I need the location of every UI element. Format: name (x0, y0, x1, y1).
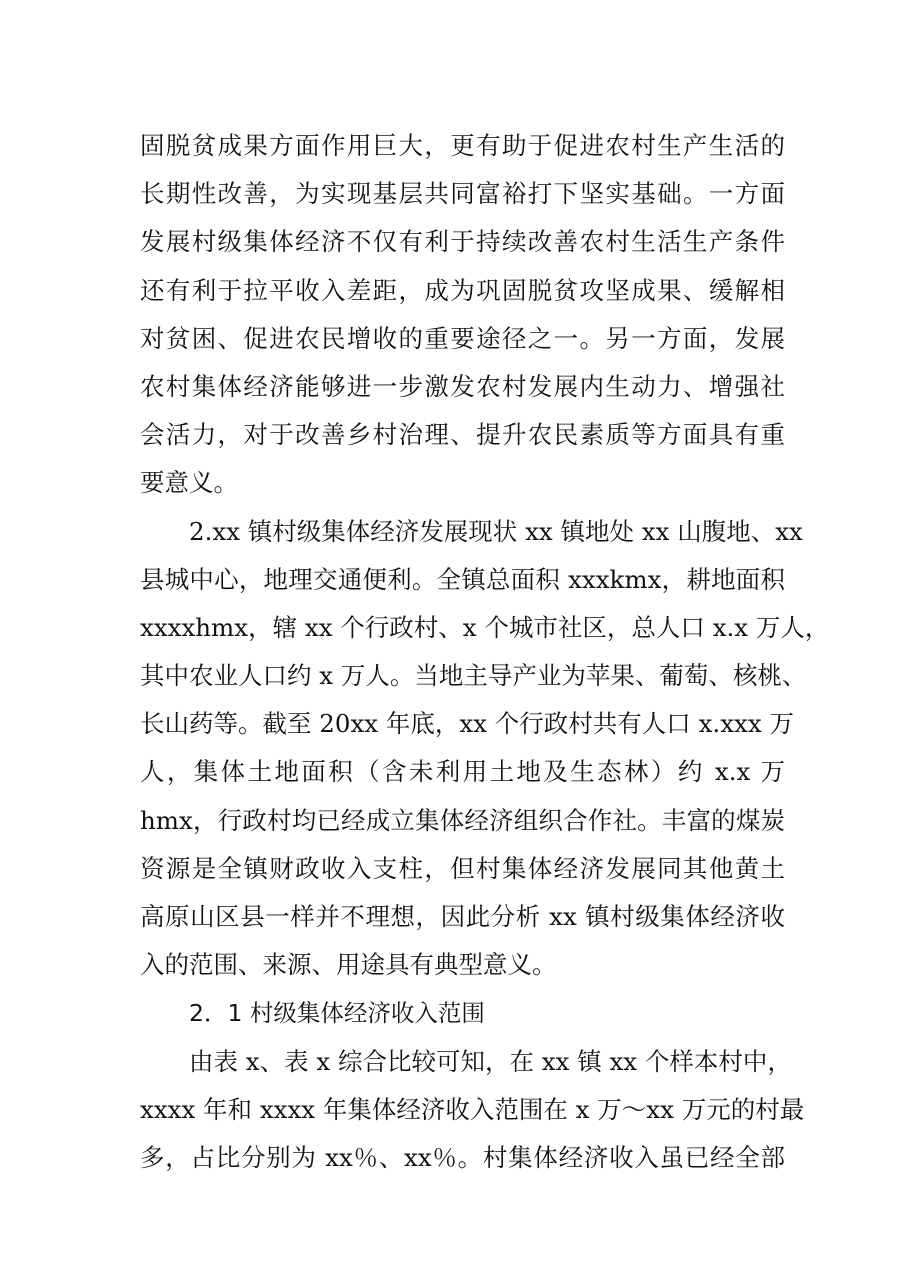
text-line: 入的范围、来源、用途具有典型意义。 (140, 950, 557, 980)
paragraph-1 (140, 122, 785, 508)
text-line: 人，集体土地面积（含未利用土地及生态林）约 x.x 万 (140, 757, 785, 787)
document-body (140, 122, 830, 1182)
text-line: 由表 x、表 x 综合比较可知，在 xx 镇 xx 个样本村中， (189, 1046, 792, 1076)
paragraph-3 (140, 1038, 805, 1183)
text-line: 2.xx 镇村级集体经济发展现状 xx 镇地处 xx 山腹地、xx (189, 516, 803, 546)
text-line: 农村集体经济能够进一步激发农村发展内生动力、增强社 (140, 371, 785, 401)
text-line: 对贫困、促进农民增收的重要途径之一。另一方面，发展 (140, 323, 785, 353)
text-line: 固脱贫成果方面作用巨大，更有助于促进农村生产生活的 (140, 131, 785, 160)
text-line: 高原山区县一样并不理想，因此分析 xx 镇村级集体经济收 (140, 902, 785, 931)
text-line: 要意义。 (140, 468, 238, 498)
text-line: xxxxhmx，辖 xx 个行政村、x 个城市社区，总人口 x.x 万人， (140, 612, 830, 642)
text-line: 资源是全镇财政收入支柱，但村集体经济发展同其他黄土 (140, 853, 785, 883)
text-line: 会活力，对于改善乡村治理、提升农民素质等方面具有重 (140, 420, 785, 450)
text-line: 还有利于拉平收入差距，成为巩固脱贫攻坚成果、缓解相 (140, 275, 785, 305)
text-line: hmx，行政村均已经成立集体经济组织合作社。丰富的煤炭 (140, 805, 785, 835)
text-line: 发展村级集体经济不仅有利于持续改善农村生活生产条件 (140, 227, 785, 257)
text-line: 长期性改善，为实现基层共同富裕打下坚实基础。一方面 (140, 179, 785, 209)
text-line: 多，占比分别为 xx％、xx％。村集体经济收入虽已经全部 (140, 1142, 785, 1172)
paragraph-2 (140, 508, 830, 990)
section-heading: 2．1 村级集体经济收入范围 (189, 999, 485, 1028)
text-line: xxxx 年和 xxxx 年集体经济收入范围在 x 万～xx 万元的村最 (140, 1094, 805, 1124)
text-line: 长山药等。截至 20xx 年底，xx 个行政村共有人口 x.xxx 万 (140, 709, 794, 739)
text-line: 其中农业人口约 x 万人。当地主导产业为苹果、葡萄、核桃、 (140, 661, 807, 691)
text-line: 县城中心，地理交通便利。全镇总面积 xxxkmx，耕地面积 (140, 564, 785, 594)
